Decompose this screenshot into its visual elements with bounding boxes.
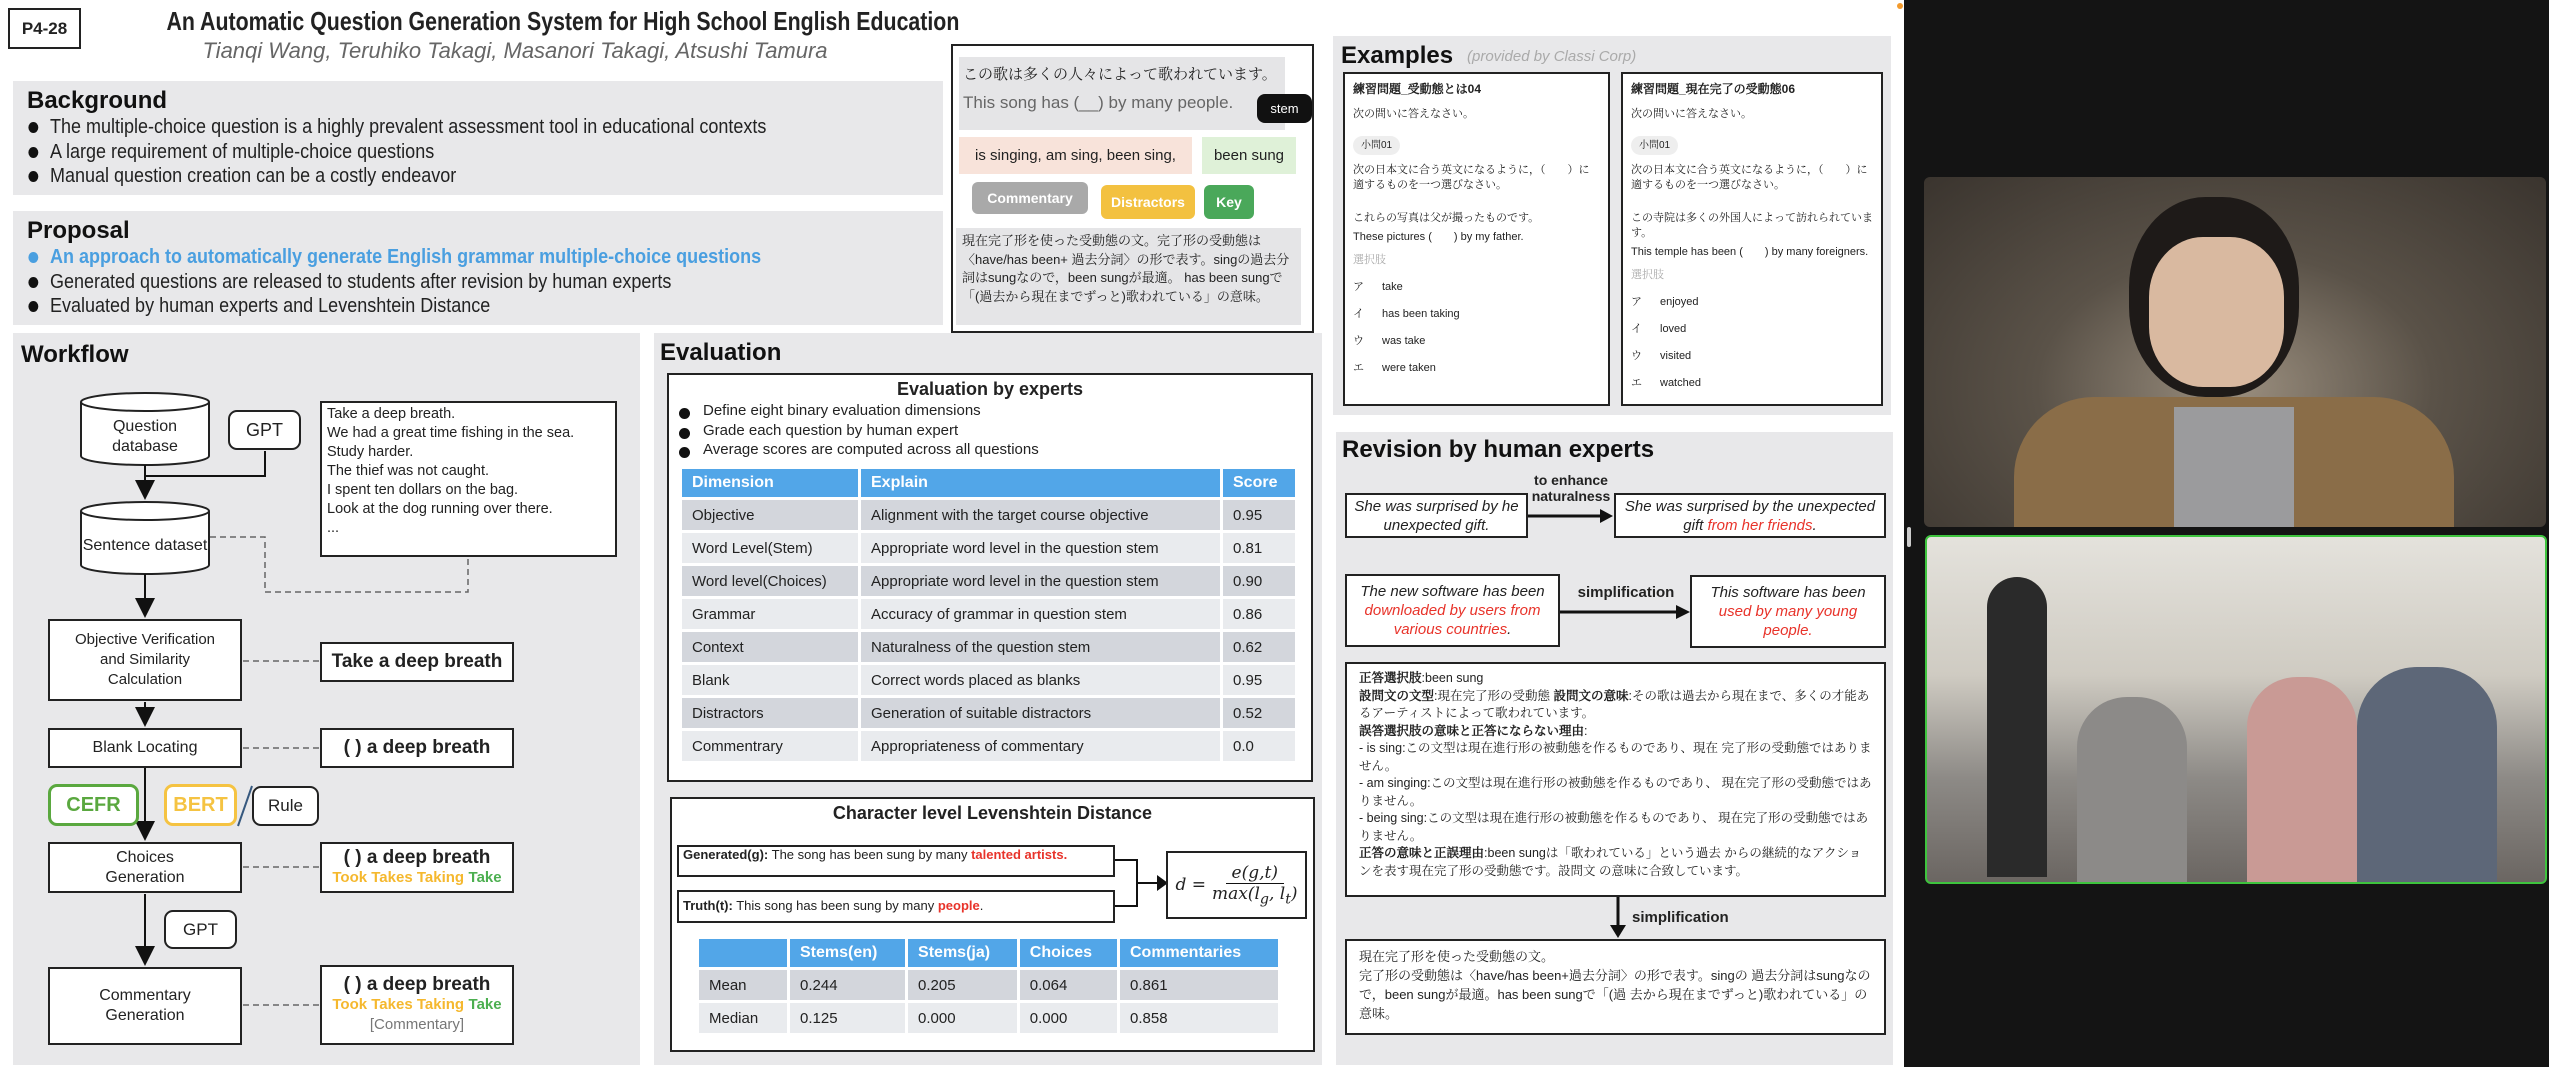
simplified-commentary: 現在完了形を使った受動態の文。 完了形の受動態は〈have/has been+過去分詞〉の形で表す。singの 過去分詞はsungなので，been sungが最適。has been sungで「(過 去から現在までずっと)歌われている」の意味。 xyxy=(1345,939,1886,1035)
table-cell: 0.0 xyxy=(1223,731,1295,761)
truth-diff: people xyxy=(937,898,980,913)
table-cell: 0.62 xyxy=(1223,632,1295,662)
choice-text: visited xyxy=(1660,350,1692,362)
choice-mark: ウ xyxy=(1631,350,1642,362)
choice-text: loved xyxy=(1660,323,1687,335)
example-prompt: 次の日本文に合う英文になるように，（ ）に適するものを一つ選びなさい。 xyxy=(1631,164,1868,191)
background-item: Manual question creation can be a costly endeavor xyxy=(23,164,766,189)
table-cell: Mean xyxy=(699,970,787,1000)
commentary-callout: Commentary xyxy=(972,182,1088,214)
choice-item xyxy=(1631,322,1873,337)
participant-video-presenter[interactable] xyxy=(1924,177,2546,527)
choice-mark: ウ xyxy=(1353,335,1364,347)
line-text: :been sung xyxy=(1421,671,1484,685)
proposal-item: Generated questions are released to students after revision by human experts xyxy=(23,270,761,295)
choice-item xyxy=(1353,280,1600,295)
video-sidebar xyxy=(1904,0,2549,1067)
commentary-line xyxy=(1359,845,1872,880)
text: She was surprised by the unexpected gift xyxy=(1624,497,1876,534)
sentence-item: I spent ten dollars on the bag. xyxy=(327,482,519,498)
levenshtein-table xyxy=(696,936,1281,1036)
example-instruction: 次の問いに答えなさい。 xyxy=(1631,108,1752,120)
table-cell: 0.858 xyxy=(1120,1003,1278,1033)
table-cell: 0.86 xyxy=(1223,599,1295,629)
table-row xyxy=(682,599,1295,629)
choice-item xyxy=(1353,307,1600,322)
output-stem: ( ) a deep breath xyxy=(343,974,491,995)
table-cell: Alignment with the target course objective xyxy=(861,500,1220,530)
distractor-words: Took Takes Taking xyxy=(332,868,465,886)
person-silhouette xyxy=(2357,667,2497,884)
distractors-callout: Distractors xyxy=(1101,185,1195,219)
table-cell: Accuracy of grammar in question stem xyxy=(861,599,1220,629)
table-cell: 0.52 xyxy=(1223,698,1295,728)
proposal-item: Evaluated by human experts and Levenshtein Distance xyxy=(23,294,761,319)
table-cell: 0.90 xyxy=(1223,566,1295,596)
key-word: Take xyxy=(468,996,502,1013)
choice-text: watched xyxy=(1660,377,1701,389)
example-card xyxy=(1343,72,1610,406)
gpt-node-2: GPT xyxy=(164,910,237,949)
line-text: :been sungは「歌われている」という過去 からの継続的なアクションを表す現在完了形の受動態です。設問文 の意味に合致しています。 xyxy=(1359,846,1862,878)
added-text: from her friends xyxy=(1707,516,1813,534)
evaluation-heading: Evaluation xyxy=(660,339,782,366)
formula-den-text: max(l xyxy=(1211,883,1260,904)
output-objective: Take a deep breath xyxy=(320,642,514,682)
output-commentary xyxy=(320,965,514,1045)
truth-text: This song has been sung by many xyxy=(736,898,938,913)
table-cell: Generation of suitable distractors xyxy=(861,698,1220,728)
background-item: The multiple-choice question is a highly prevalent assessment tool in educational contexts xyxy=(23,115,766,140)
commentary-line: - is sing:この文型は現在進行形の被動態を作るものであり、現在 完了形の受動態ではありません。 xyxy=(1359,741,1872,773)
stem-callout: stem xyxy=(1257,94,1312,123)
table-cell: 0.000 xyxy=(908,1003,1017,1033)
output-stem: ( ) a deep breath xyxy=(343,846,491,868)
table-row xyxy=(682,566,1295,596)
choice-text: were taken xyxy=(1382,362,1436,374)
table-row xyxy=(682,731,1295,761)
expert-evaluation-title: Evaluation by experts xyxy=(896,379,1084,399)
choice-item xyxy=(1353,334,1600,349)
step-choices-generation: Choices Generation xyxy=(48,842,242,893)
recording-indicator-icon xyxy=(1897,3,1903,9)
table-cell: 0.95 xyxy=(1223,665,1295,695)
choice-mark: イ xyxy=(1631,323,1642,335)
bullet-item: Average scores are computed across all questions xyxy=(673,440,1039,460)
levenshtein-box xyxy=(670,797,1315,1052)
table-row xyxy=(699,1003,1278,1033)
example-choices-label: 選択肢 xyxy=(1353,254,1386,266)
examples-heading: Examples xyxy=(1341,42,1454,69)
poster-id-badge: P4-28 xyxy=(8,8,81,49)
gpt-node: GPT xyxy=(228,410,301,450)
commentary-area: 現在完了形を使った受動態の文。完了形の受動態は〈have/has been+ 過去分詞〉の形で表す。singの過去分詞はsungなので，been sungが最適。 has been sungで「(過去から現在までずっと)歌われている」の意味。 xyxy=(956,228,1301,325)
line-label: 正答の意味と正誤理由 xyxy=(1359,846,1485,860)
table-cell: Correct words placed as blanks xyxy=(861,665,1220,695)
table-cell: Appropriateness of commentary xyxy=(861,731,1220,761)
table-cell: 0.244 xyxy=(790,970,905,1000)
choice-mark: エ xyxy=(1353,362,1364,374)
output-blank: ( ) a deep breath xyxy=(320,728,514,768)
formula-sub: t xyxy=(1285,891,1291,908)
table-cell: Distractors xyxy=(682,698,858,728)
line-label: 設問文の意味 xyxy=(1553,688,1629,703)
table-cell: 0.000 xyxy=(1020,1003,1117,1033)
revision-label-2: simplification xyxy=(1577,584,1675,601)
choice-item xyxy=(1631,349,1873,364)
example-choices-label: 選択肢 xyxy=(1631,269,1664,281)
table-cell: Word level(Choices) xyxy=(682,566,858,596)
choice-item xyxy=(1631,295,1873,310)
commentary-line: - being sing:この文型は現在進行形の被動態を作るものであり、 現在完了形の受動態ではありません。 xyxy=(1359,811,1869,843)
table-cell: Naturalness of the question stem xyxy=(861,632,1220,662)
step-objective-verification: Objective Verification and Similarity Calculation xyxy=(48,619,242,701)
revision-heading: Revision by human experts xyxy=(1342,436,1655,463)
simplification-label: simplification xyxy=(1632,909,1729,926)
column-header: Stems(en) xyxy=(790,939,905,967)
table-cell: 0.95 xyxy=(1223,500,1295,530)
column-header: Dimension xyxy=(682,469,858,497)
truth-sentence: Truth(t): This song has been sung by many people. xyxy=(677,890,1115,923)
revision-before-2: The new software has been downloaded by users from various countries. xyxy=(1345,574,1560,647)
line-label: 正答選択肢 xyxy=(1359,671,1422,685)
table-cell: Context xyxy=(682,632,858,662)
sentence-item: Study harder. xyxy=(327,444,414,460)
table-cell: Appropriate word level in the question stem xyxy=(861,566,1220,596)
table-cell: Appropriate word level in the question stem xyxy=(861,533,1220,563)
table-cell: 0.125 xyxy=(790,1003,905,1033)
expert-evaluation-box xyxy=(667,373,1313,782)
example-title: 練習問題_現在完了の受動態06 xyxy=(1631,82,1796,96)
output-choices xyxy=(320,842,514,893)
distance-formula xyxy=(1166,851,1307,919)
formula-lhs: d = xyxy=(1175,875,1206,895)
example-en: These pictures ( ) by my father. xyxy=(1353,231,1524,243)
formula-fraction xyxy=(1212,863,1298,907)
column-header: Commentaries xyxy=(1120,939,1278,967)
example-tag: 小問01 xyxy=(1631,136,1678,155)
table-cell: Grammar xyxy=(682,599,858,629)
examples-source: (provided by Classi Corp) xyxy=(1467,48,1637,65)
column-header: Choices xyxy=(1020,939,1117,967)
column-header: Score xyxy=(1223,469,1295,497)
levenshtein-title: Character level Levenshtein Distance xyxy=(832,803,1153,823)
step-blank-locating: Blank Locating xyxy=(48,728,242,768)
stem-jp-sentence: この歌は多くの人々によって歌われています。 xyxy=(963,66,1277,83)
stem-area xyxy=(959,57,1285,130)
person-silhouette xyxy=(2247,677,2357,884)
generated-label: Generated(g): xyxy=(683,847,769,862)
table-cell: Commentrary xyxy=(682,731,858,761)
background-item: A large requirement of multiple-choice questions xyxy=(23,140,766,165)
commentary-line xyxy=(1359,723,1872,741)
choice-mark: ア xyxy=(1353,281,1364,293)
poster-title: An Automatic Question Generation System for High School English Education xyxy=(166,6,960,36)
step-commentary-generation: Commentary Generation xyxy=(48,967,242,1045)
commentary-placeholder: [Commentary] xyxy=(369,1016,465,1033)
text: This software has been xyxy=(1710,584,1866,601)
poster-authors: Tianqi Wang, Teruhiko Takagi, Masanori Takagi, Atsushi Tamura xyxy=(202,38,828,63)
rule-node: Rule xyxy=(252,786,319,826)
revision-label-1: to enhance naturalness xyxy=(1531,472,1611,504)
bert-node: BERT xyxy=(164,784,237,826)
example-jp: これらの写真は父が撮ったものです。 xyxy=(1353,212,1540,224)
example-title: 練習問題_受動態とは04 xyxy=(1353,82,1482,96)
participant-video-room[interactable] xyxy=(1925,535,2547,884)
sentence-dataset: Sentence dataset xyxy=(82,537,208,554)
background-heading: Background xyxy=(27,87,168,114)
sentence-list xyxy=(320,401,617,557)
line-label: 設問文の文型 xyxy=(1359,688,1435,703)
key-area: been sung xyxy=(1202,137,1296,174)
table-cell: Blank xyxy=(682,665,858,695)
table-cell: Median xyxy=(699,1003,787,1033)
bullet-item: Define eight binary evaluation dimensions xyxy=(673,401,1039,421)
example-prompt: 次の日本文に合う英文になるように，（ ）に適するものを一つ選びなさい。 xyxy=(1353,164,1590,191)
choice-mark: エ xyxy=(1631,377,1642,389)
choice-item xyxy=(1353,361,1600,376)
example-tag: 小問01 xyxy=(1353,136,1400,155)
revision-before-1: She was surprised by he unexpected gift. xyxy=(1345,493,1528,538)
sentence-item: The thief was not caught. xyxy=(327,463,490,479)
distractor-words: Took Takes Taking xyxy=(332,996,465,1013)
example-jp: この寺院は多くの外国人によって訪れられています。 xyxy=(1631,212,1873,239)
expert-evaluation-bullets xyxy=(673,401,1039,460)
column-header: Explain xyxy=(861,469,1220,497)
revision-after-2 xyxy=(1690,575,1886,648)
line-text: :その歌は過去から現在まで、多くの才能あるアーティストによって歌われています。 xyxy=(1359,688,1870,720)
cefr-node: CEFR xyxy=(48,784,139,826)
example-card xyxy=(1621,72,1883,406)
commentary-line: - am singing:この文型は現在進行形の被動態を作るものであり、 現在完了形の受動態ではありません。 xyxy=(1359,776,1872,808)
commentary-line xyxy=(1359,688,1872,723)
arrow-down-icon xyxy=(1609,897,1627,939)
sentence-item: Take a deep breath. xyxy=(327,406,456,422)
line-label: 誤答選択肢の意味と正答にならない理由 xyxy=(1359,723,1585,738)
person-silhouette xyxy=(1987,577,2047,877)
choice-item xyxy=(1631,376,1873,391)
choice-text: has been taking xyxy=(1382,308,1460,320)
line-text: : xyxy=(1584,723,1588,738)
arrow-right-icon xyxy=(1528,508,1614,524)
sentence-item: We had a great time fishing in the sea. xyxy=(327,425,575,441)
table-cell: 0.861 xyxy=(1120,970,1278,1000)
table-row xyxy=(682,533,1295,563)
changed-text: used by many young people. xyxy=(1718,603,1858,639)
choice-text: enjoyed xyxy=(1660,296,1699,308)
line-text: :現在完了形の受動態 xyxy=(1434,688,1554,703)
table-row xyxy=(682,632,1295,662)
merge-arrow-icon xyxy=(1115,854,1170,914)
panel-resize-handle[interactable] xyxy=(1907,527,1911,547)
sentence-item: ... xyxy=(327,520,340,536)
proposal-heading: Proposal xyxy=(27,217,130,244)
face xyxy=(2149,237,2284,387)
table-row xyxy=(682,698,1295,728)
question-anatomy-figure xyxy=(951,44,1314,333)
truth-label: Truth(t): xyxy=(683,898,733,913)
shirt xyxy=(2174,407,2294,527)
person-silhouette xyxy=(2077,697,2187,884)
bullet-item: Grade each question by human expert xyxy=(673,421,1039,441)
table-row xyxy=(699,970,1278,1000)
changed-text: downloaded by users from various countries xyxy=(1364,602,1541,638)
revision-after-1: She was surprised by the unexpected gift from her friends. xyxy=(1614,493,1886,538)
generated-sentence xyxy=(677,845,1115,877)
key-callout: Key xyxy=(1204,185,1254,219)
distractors-area: is singing, am sing, been sing, xyxy=(959,137,1192,174)
formula-numerator: e(g,t) xyxy=(1226,863,1284,884)
example-instruction: 次の問いに答えなさい。 xyxy=(1353,108,1474,120)
formula-sub: g xyxy=(1259,891,1269,908)
sentence-item: Look at the dog running over there. xyxy=(327,501,553,517)
key-word: Take xyxy=(468,868,502,886)
proposal-item-highlight: An approach to automatically generate English grammar multiple-choice questions xyxy=(23,245,761,270)
example-en: This temple has been ( ) by many foreigners. xyxy=(1631,246,1869,258)
text: The new software has been xyxy=(1360,583,1545,600)
arrow-right-icon xyxy=(1560,604,1692,620)
stem-en-sentence: This song has (__) by many people. xyxy=(963,93,1234,112)
table-cell: Word Level(Stem) xyxy=(682,533,858,563)
table-row xyxy=(682,500,1295,530)
table-cell: 0.205 xyxy=(908,970,1017,1000)
column-header xyxy=(699,939,787,967)
table-cell: Objective xyxy=(682,500,858,530)
choice-text: was take xyxy=(1382,335,1426,347)
choice-mark: イ xyxy=(1353,308,1364,320)
column-header: Stems(ja) xyxy=(908,939,1017,967)
generated-diff: talented artists. xyxy=(971,847,1068,862)
choice-text: take xyxy=(1382,281,1403,293)
question-database: Question database xyxy=(112,418,178,455)
choice-mark: ア xyxy=(1631,296,1642,308)
generated-text: The song has been sung by many xyxy=(771,847,972,862)
table-cell: 0.064 xyxy=(1020,970,1117,1000)
table-cell: 0.81 xyxy=(1223,533,1295,563)
generated-commentary xyxy=(1345,662,1886,897)
formula-denominator: $\max(l_g$, $l_t$) xyxy=(1211,883,1298,908)
commentary-line xyxy=(1359,670,1872,688)
table-row xyxy=(682,665,1295,695)
expert-score-table xyxy=(679,466,1298,764)
workflow-heading: Workflow xyxy=(21,341,129,368)
